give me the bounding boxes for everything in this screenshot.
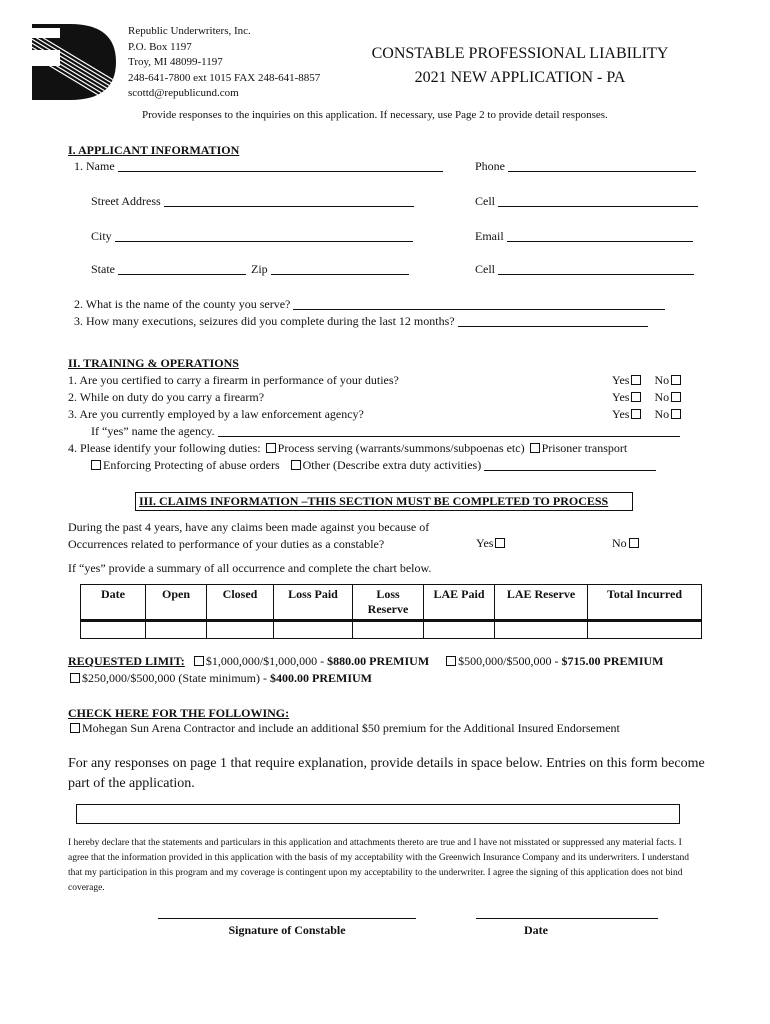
claims-yes xyxy=(476,536,507,551)
yes-checkbox[interactable] xyxy=(631,375,641,385)
mohegan-label: Mohegan Sun Arena Contractor and include an additional $50 premium for the Additional Insured Endorsement xyxy=(82,721,620,735)
city-label: City xyxy=(91,229,112,243)
cell2-field[interactable] xyxy=(498,274,694,275)
email-label: Email xyxy=(475,229,504,243)
state-label: State xyxy=(91,262,115,276)
claims-yes-checkbox[interactable] xyxy=(495,538,505,548)
date-line[interactable] xyxy=(476,918,658,919)
limit-row2 xyxy=(68,671,372,686)
section2-heading: II. TRAINING & OPERATIONS xyxy=(68,356,239,370)
yes-label: Yes xyxy=(612,407,630,421)
table-row xyxy=(81,621,702,639)
law-enforcement-question: 3. Are you currently employed by a law enforcement agency? xyxy=(68,407,364,421)
table-cell[interactable] xyxy=(274,621,353,639)
law-enforcement-answers xyxy=(612,407,683,422)
company-email: scottd@republicund.com xyxy=(128,87,239,99)
street-field[interactable] xyxy=(164,206,414,207)
claims-table-header xyxy=(81,585,702,621)
duties-question: 4. Please identify your following duties: xyxy=(68,441,261,455)
explanation-field[interactable] xyxy=(76,804,680,824)
declaration-text: I hereby declare that the statements and particulars in this application and attachments thereto are true and I have not misstated or suppressed any material facts. I agree that the information provided in this application with the basis of my acceptability with the Greenwich Insurance Company and its underwriters. I understand that my participation in this program and my coverage is contingent upon my acceptability to the underwriter. I agree the signing of this application does not bind coverage. xyxy=(68,838,690,893)
limit-row1 xyxy=(68,654,664,669)
state-zip-row xyxy=(91,262,409,277)
no-label: No xyxy=(654,407,670,421)
limit1-text: $1,000,000/$1,000,000 - xyxy=(205,654,328,668)
table-cell[interactable] xyxy=(495,621,588,639)
col-total-incurred: Total Incurred xyxy=(588,585,702,621)
claims-question xyxy=(68,519,429,553)
col-open: Open xyxy=(146,585,207,621)
other-duties-label: Other (Describe extra duty activities) xyxy=(302,458,482,472)
check-heading: CHECK HERE FOR THE FOLLOWING: xyxy=(68,706,290,720)
claims-no-checkbox[interactable] xyxy=(629,538,639,548)
table-cell[interactable] xyxy=(146,621,207,639)
col-loss-reserve: Loss Reserve xyxy=(353,585,424,621)
firearm-cert-answers xyxy=(612,373,683,388)
limit2-premium: $715.00 PREMIUM xyxy=(561,654,664,668)
name-row xyxy=(74,159,443,174)
limit2-text: $500,000/$500,000 - xyxy=(458,654,562,668)
cell2-label: Cell xyxy=(475,262,495,276)
company-city: Troy, MI 48099-1197 xyxy=(128,56,223,68)
executions-row xyxy=(74,314,648,329)
limit1-premium: $880.00 PREMIUM xyxy=(327,654,430,668)
zip-field[interactable] xyxy=(271,274,409,275)
title-line2: 2021 NEW APPLICATION - PA xyxy=(414,69,626,86)
cell2-row xyxy=(475,262,694,277)
table-cell[interactable] xyxy=(353,621,424,639)
enforcing-orders-checkbox[interactable] xyxy=(91,460,101,470)
company-phones: 248-641-7800 ext 1015 FAX 248-641-8857 xyxy=(128,71,321,84)
col-closed: Closed xyxy=(207,585,274,621)
yes-checkbox[interactable] xyxy=(631,392,641,402)
prisoner-transport-label: Prisoner transport xyxy=(541,441,628,455)
yes-label: Yes xyxy=(476,536,494,550)
prisoner-transport-checkbox[interactable] xyxy=(530,443,540,453)
no-label: No xyxy=(654,390,670,404)
table-cell[interactable] xyxy=(588,621,702,639)
limit3-checkbox[interactable] xyxy=(70,673,80,683)
county-row xyxy=(74,297,665,312)
mohegan-row xyxy=(68,721,620,736)
no-checkbox[interactable] xyxy=(671,375,681,385)
email-row xyxy=(475,229,693,244)
carry-firearm-question: 2. While on duty do you carry a firearm? xyxy=(68,390,265,404)
q1-number: 1. xyxy=(74,159,83,173)
claims-no xyxy=(612,536,641,551)
signature-line[interactable] xyxy=(158,918,416,919)
name-label: Name xyxy=(86,159,115,173)
city-row xyxy=(91,229,413,244)
process-serving-checkbox[interactable] xyxy=(266,443,276,453)
limit3-text: $250,000/$500,000 (State minimum) - xyxy=(82,671,270,685)
agency-row xyxy=(91,424,680,439)
duties-row xyxy=(68,441,627,456)
form-title xyxy=(355,42,685,90)
section3-heading: III. CLAIMS INFORMATION –THIS SECTION MUST BE COMPLETED TO PROCESS xyxy=(135,492,633,511)
carry-firearm-answers xyxy=(612,390,683,405)
title-line1: CONSTABLE PROFESSIONAL LIABILITY xyxy=(371,45,669,62)
claims-summary-note: If “yes” provide a summary of all occurrence and complete the chart below. xyxy=(68,561,432,575)
executions-field[interactable] xyxy=(458,326,648,327)
county-field[interactable] xyxy=(293,309,665,310)
explanation-note: For any responses on page 1 that require explanation, provide details in space below. Entries on this form become part of the application. xyxy=(68,756,705,791)
limit1-checkbox[interactable] xyxy=(194,656,204,666)
limit3-premium: $400.00 PREMIUM xyxy=(270,671,372,685)
city-field[interactable] xyxy=(115,241,413,242)
phone-label: Phone xyxy=(475,159,505,173)
phone-row xyxy=(475,159,696,174)
agency-label: If “yes” name the agency. xyxy=(91,424,215,438)
company-logo xyxy=(30,22,120,102)
col-date: Date xyxy=(81,585,146,621)
cell-label: Cell xyxy=(475,194,495,208)
mohegan-checkbox[interactable] xyxy=(70,723,80,733)
table-cell[interactable] xyxy=(81,621,146,639)
col-lae-reserve: LAE Reserve xyxy=(495,585,588,621)
zip-label: Zip xyxy=(251,262,268,276)
process-serving-label: Process serving (warrants/summons/subpoenas etc) xyxy=(277,441,525,455)
yes-checkbox[interactable] xyxy=(631,409,641,419)
cell-row xyxy=(475,194,698,209)
county-question: 2. What is the name of the county you serve? xyxy=(74,297,291,311)
company-pobox: P.O. Box 1197 xyxy=(128,40,192,53)
no-label: No xyxy=(612,536,627,550)
duties-row2 xyxy=(89,458,656,473)
signature-label: Signature of Constable xyxy=(228,923,346,937)
no-checkbox[interactable] xyxy=(671,392,681,402)
col-lae-paid: LAE Paid xyxy=(424,585,495,621)
yes-label: Yes xyxy=(612,373,630,387)
other-duties-checkbox[interactable] xyxy=(291,460,301,470)
company-name: Republic Underwriters, Inc. xyxy=(128,25,251,37)
limit2-checkbox[interactable] xyxy=(446,656,456,666)
email-field[interactable] xyxy=(507,241,693,242)
cell-field[interactable] xyxy=(498,206,698,207)
date-label: Date xyxy=(524,923,548,937)
street-row xyxy=(91,194,414,209)
name-field[interactable] xyxy=(118,171,443,172)
claims-table xyxy=(80,584,702,639)
no-label: No xyxy=(654,373,670,387)
street-label: Street Address xyxy=(91,194,161,208)
company-info xyxy=(128,24,320,102)
other-duties-field[interactable] xyxy=(484,470,656,471)
table-cell[interactable] xyxy=(207,621,274,639)
limit-label: REQUESTED LIMIT: xyxy=(68,654,185,668)
phone-field[interactable] xyxy=(508,171,696,172)
claims-question-line1: During the past 4 years, have any claims been made against you because of xyxy=(68,520,430,534)
state-field[interactable] xyxy=(118,274,246,275)
col-loss-paid: Loss Paid xyxy=(274,585,353,621)
enforcing-orders-label: Enforcing Protecting of abuse orders xyxy=(103,458,280,472)
no-checkbox[interactable] xyxy=(671,409,681,419)
table-cell[interactable] xyxy=(424,621,495,639)
agency-field[interactable] xyxy=(218,436,680,437)
executions-question: 3. How many executions, seizures did you complete during the last 12 months? xyxy=(74,314,455,328)
firearm-cert-question: 1. Are you certified to carry a firearm in performance of your duties? xyxy=(68,373,399,387)
instructions: Provide responses to the inquiries on this application. If necessary, use Page 2 to provide detail responses. xyxy=(142,109,608,121)
yes-label: Yes xyxy=(612,390,630,404)
claims-question-line2: Occurrences related to performance of your duties as a constable? xyxy=(68,537,385,551)
section1-heading: I. APPLICANT INFORMATION xyxy=(68,143,240,157)
